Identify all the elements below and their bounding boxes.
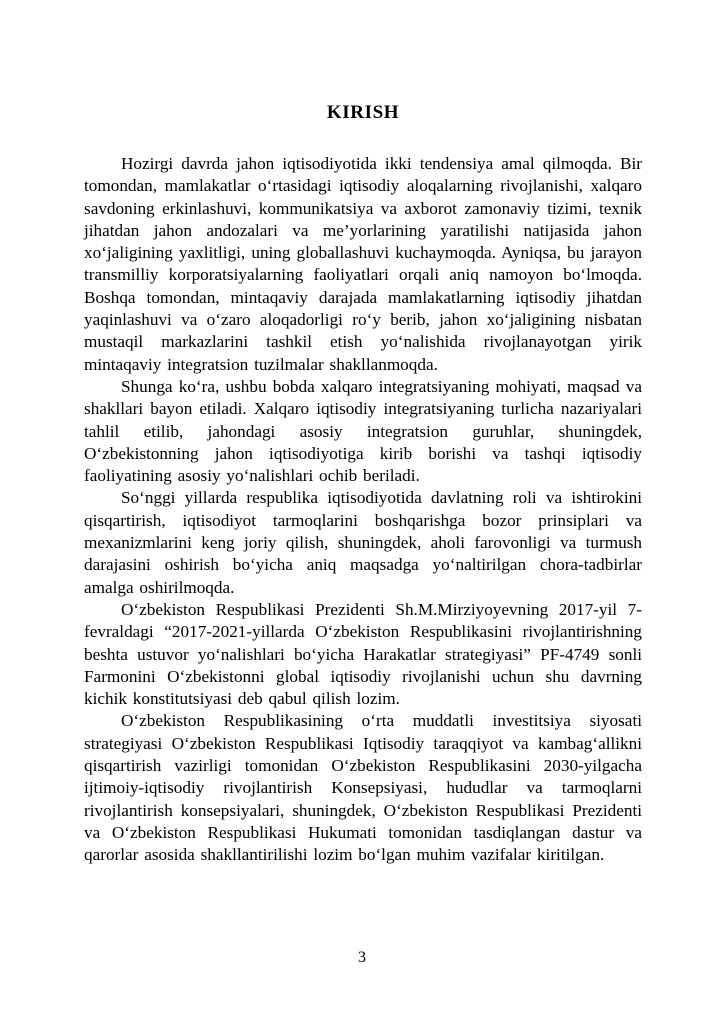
body-text [84, 153, 642, 867]
page-number: 3 [358, 949, 366, 966]
paragraph-4: O‘zbekiston Respublikasi Prezidenti Sh.M.Mirziyoyevning 2017-yil 7-fevraldagi “2017-2021-yillarda O‘zbekiston Respublikasini rivojlantirishning beshta ustuvor yo‘nalishlari bo‘yicha Harakatlar strategiyasi” PF-4749 sonli Farmonini O‘zbekistonni global iqtisodiy rivojlanishi uchun shu davrning kichik konstitutsiyasi deb qabul qilish lozim. [84, 599, 642, 709]
paragraph-1: Hozirgi davrda jahon iqtisodiyotida ikki tendensiya amal qilmoqda. Bir tomondan, mamlakatlar o‘rtasidagi iqtisodiy aloqalarning rivojlanishi, xalqaro savdoning erkinlashuvi, kommunikatsiya va axborot zamonaviy tizimi, texnik jihatdan jahon andozalari va me’yorlarining yaratilishi natijasida jahon xo‘jaligining yaxlitligi, uning globallashuvi kuchaymoqda. Ayniqsa, bu jarayon transmilliy korporatsiyalarning faoliyatlari orqali aniq namoyon bo‘lmoqda. Boshqa tomondan, mintaqaviy darajada mamlakatlarning iqtisodiy jihatdan yaqinlashuvi va o‘zaro aloqadorligi ro‘y berib, jahon xo‘jaligining nisbatan mustaqil markazlarini tashkil etish yo‘nalishida rivojlanayotgan yirik mintaqaviy integratsion tuzilmalar shakllanmoqda. [84, 154, 642, 374]
paragraph-2: Shunga ko‘ra, ushbu bobda xalqaro integratsiyaning mohiyati, maqsad va shakllari bayon etiladi. Xalqaro iqtisodiy integratsiyaning turlicha nazariyalari tahlil etilib, jahondagi asosiy integratsion guruhlar, shuningdek, O‘zbekistonning jahon iqtisodiyotiga kirib borishi va tashqi iqtisodiy faoliyatining asosiy yo‘nalishlari ochib beriladi. [84, 376, 642, 486]
paragraph-5: O‘zbekiston Respublikasining o‘rta muddatli investitsiya siyosati strategiyasi O‘zbekiston Respublikasi Iqtisodiy taraqqiyot va kambag‘allikni qisqartirish vazirligi tomonidan O‘zbekiston Respublikasini 2030-yilgacha ijtimoiy-iqtisodiy rivojlantirish Konsepsiyasi, hududlar va tarmoqlarni rivojlantirish konsepsiyalari, shuningdek, O‘zbekiston Respublikasi Prezidenti va O‘zbekiston Respublikasi Hukumati tomonidan tasdiqlangan dastur va qarorlar asosida shakllantirilishi lozim bo‘lgan muhim vazifalar kiritilgan. [84, 711, 642, 865]
page-title: KIRISH [326, 102, 400, 123]
paragraph-3: So‘nggi yillarda respublika iqtisodiyotida davlatning roli va ishtirokini qisqartirish, iqtisodiyot tarmoqlarini boshqarishga bozor prinsiplari va mexanizmlarini keng joriy qilish, shuningdek, aholi farovonligi va turmush darajasini oshirish bo‘yicha aniq maqsadga yo‘naltirilgan chora-tadbirlar amalga oshirilmoqda. [84, 488, 642, 597]
